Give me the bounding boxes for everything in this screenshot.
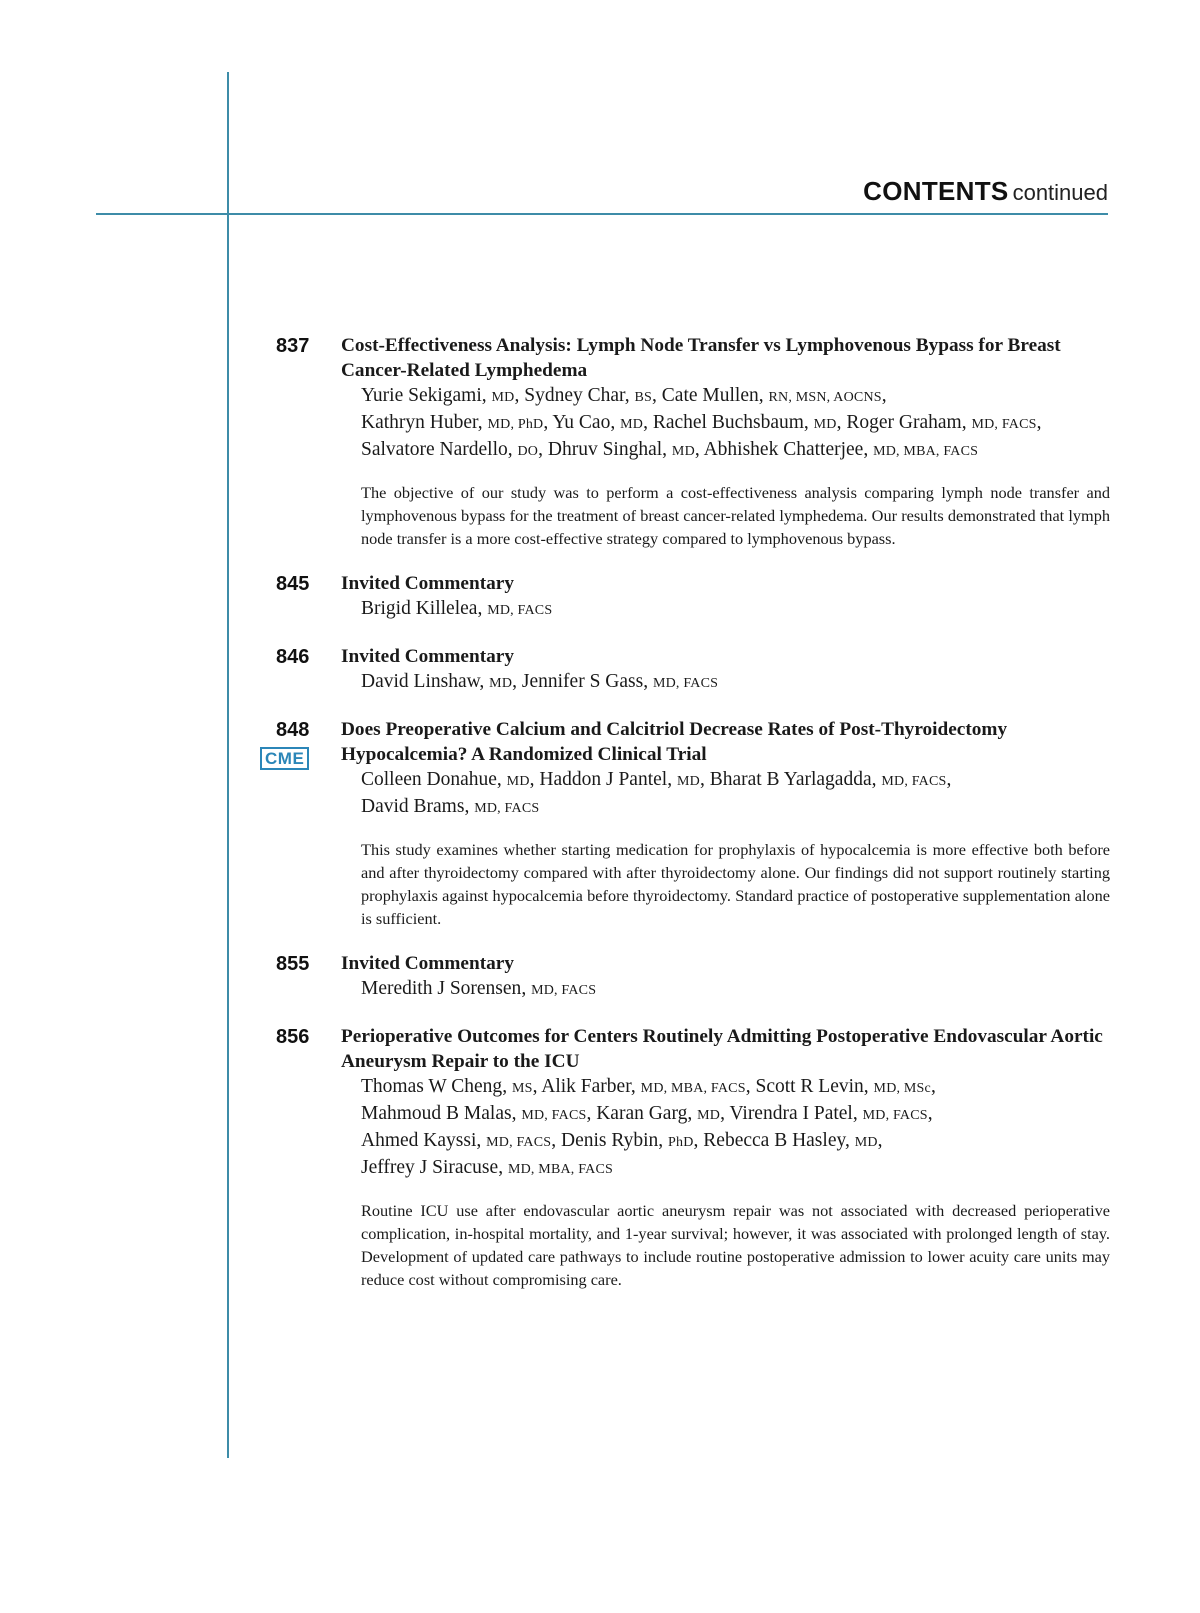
page-number: 845 [276, 573, 310, 595]
author-degree: MD [676, 774, 700, 789]
article-abstract: Routine ICU use after endovascular aortic aneurysm repair was not associated with decreased perioperative complication, in-hospital mortality, and 1-year survival; however, it was associated with prolonged length of stay. Development of updated care pathways to include routine postoperative admission to lower acuity care units may reduce cost without compromising care. [361, 1201, 1110, 1289]
author-degree: MD [620, 417, 644, 432]
article-title[interactable]: Cost-Effectiveness Analysis: Lymph Node Transfer vs Lymphovenous Bypass for Breast Cancer-Related Lymphedema [341, 335, 1061, 381]
author-degree: MD [671, 444, 695, 459]
toc-entry [240, 1024, 1110, 1291]
article-title[interactable]: Does Preoperative Calcium and Calcitriol Decrease Rates of Post-Thyroidectomy Hypocalcemia? A Randomized Clinical Trial [341, 719, 1008, 765]
page-number: 846 [276, 646, 310, 668]
author-name: Dhruv Singhal [547, 439, 663, 460]
author-degree: MD, FACS [971, 417, 1037, 432]
author-degree: MD, MBA, FACS [507, 1162, 613, 1177]
page-number: 856 [276, 1026, 310, 1048]
author-list: Yurie Sekigami, MD, Sydney Char, BS, Cate Mullen, RN, MSN, AOCNS, Kathryn Huber, MD, PhD, Yu Cao, MD, Rachel Buchsbaum, MD, Roger Graham, MD, FACS, Salvatore Nardello, DO, Dhruv Singhal, MD, Abhishek Chatterjee, MD, MBA, FACS [361, 385, 1042, 460]
author-name: Jennifer S Gass [521, 671, 644, 692]
author-name: Mahmoud B Malas [361, 1103, 512, 1124]
author-degree: MS [511, 1081, 533, 1096]
author-name: Roger Graham [846, 412, 962, 433]
author-list: Thomas W Cheng, MS, Alik Farber, MD, MBA, FACS, Scott R Levin, MD, MSc, Mahmoud B Malas, MD, FACS, Karan Garg, MD, Virendra I Patel, MD, FACS, Ahmed Kayssi, MD, FACS, Denis Rybin, PhD, Rebecca B Hasley, MD, Jeffrey J Siracuse, MD, MBA, FACS [361, 1076, 936, 1178]
author-name: Yurie Sekigami [361, 385, 482, 406]
cme-badge: CME [260, 747, 309, 770]
author-degree: MD [506, 774, 530, 789]
author-degree: MD [697, 1108, 721, 1123]
author-degree: MD [854, 1135, 878, 1150]
horizontal-rule [96, 213, 1108, 215]
page-header [863, 176, 1108, 207]
author-degree: MD [491, 390, 515, 405]
author-degree: MD, PhD [487, 417, 544, 432]
author-degree: MD [813, 417, 837, 432]
header-title: CONTENTS [863, 176, 1009, 206]
author-degree: DO [517, 444, 539, 459]
author-name: Cate Mullen [661, 385, 759, 406]
page-number: 848 [276, 719, 310, 741]
toc-entry [240, 951, 1110, 1003]
article-title[interactable]: Perioperative Outcomes for Centers Routinely Admitting Postoperative Endovascular Aortic Aneurysm Repair to the ICU [341, 1026, 1103, 1072]
author-degree: MD, MBA, FACS [873, 444, 979, 459]
author-name: David Brams [361, 796, 465, 817]
article-title[interactable]: Invited Commentary [341, 573, 514, 594]
author-name: Haddon J Pantel [539, 769, 668, 790]
toc-entry [240, 333, 1110, 550]
author-name: Virendra I Patel [729, 1103, 853, 1124]
author-name: Ahmed Kayssi [361, 1130, 477, 1151]
author-name: Yu Cao [552, 412, 611, 433]
author-degree: MD, MSc [873, 1081, 931, 1096]
author-name: Colleen Donahue [361, 769, 497, 790]
toc-entry [240, 644, 1110, 696]
author-degree: MD, FACS [474, 801, 540, 816]
author-degree: BS [634, 390, 653, 405]
author-name: Bharat B Yarlagadda [709, 769, 872, 790]
author-list: Brigid Killelea, MD, FACS [361, 598, 553, 619]
author-name: Denis Rybin [561, 1130, 659, 1151]
author-name: Brigid Killelea [361, 598, 478, 619]
author-name: David Linshaw [361, 671, 480, 692]
author-degree: MD, FACS [531, 983, 597, 998]
table-of-contents [240, 333, 1110, 1312]
author-degree: PhD [668, 1135, 694, 1150]
author-list: David Linshaw, MD, Jennifer S Gass, MD, FACS [361, 671, 719, 692]
author-degree: MD, FACS [487, 603, 553, 618]
article-abstract: The objective of our study was to perform a cost-effectiveness analysis comparing lymph node transfer and lymphovenous bypass for the treatment of breast cancer-related lymphedema. Our results demonstrated that lymph node transfer is a more cost-effective strategy compared to lymphovenous bypass. [361, 483, 1110, 548]
author-list: Colleen Donahue, MD, Haddon J Pantel, MD, Bharat B Yarlagadda, MD, FACS, David Brams, MD, FACS [361, 769, 952, 817]
author-degree: MD, FACS [881, 774, 947, 789]
author-name: Rachel Buchsbaum [652, 412, 804, 433]
author-degree: MD, FACS [652, 676, 719, 691]
author-name: Kathryn Huber [361, 412, 478, 433]
author-degree: MD [489, 676, 513, 691]
author-name: Sydney Char [524, 385, 625, 406]
author-name: Alik Farber [541, 1076, 631, 1097]
author-name: Rebecca B Hasley [703, 1130, 845, 1151]
author-name: Thomas W Cheng [361, 1076, 503, 1097]
author-name: Jeffrey J Siracuse [361, 1157, 499, 1178]
author-degree: MD, MBA, FACS [640, 1081, 746, 1096]
author-degree: MD, FACS [521, 1108, 587, 1123]
author-name: Abhishek Chatterjee [703, 439, 864, 460]
header-subtitle: continued [1012, 180, 1108, 205]
author-name: Salvatore Nardello [361, 439, 508, 460]
page-number: 837 [276, 335, 310, 357]
author-degree: MD, FACS [862, 1108, 928, 1123]
author-list: Meredith J Sorensen, MD, FACS [361, 978, 597, 999]
author-name: Scott R Levin [755, 1076, 864, 1097]
article-title[interactable]: Invited Commentary [341, 953, 514, 974]
page-number: 855 [276, 953, 310, 975]
toc-entry [240, 571, 1110, 623]
author-name: Karan Garg [596, 1103, 688, 1124]
article-title[interactable]: Invited Commentary [341, 646, 514, 667]
vertical-rule [227, 72, 229, 1458]
article-abstract: This study examines whether starting medication for prophylaxis of hypocalcemia is more effective both before and after thyroidectomy compared with after thyroidectomy alone. Our findings did not support routinely starting prophylaxis against hypocalcemia before thyroidectomy. Standard practice of postoperative supplementation alone is sufficient. [361, 840, 1110, 928]
author-degree: RN, MSN, AOCNS [768, 390, 882, 405]
toc-entry [240, 717, 1110, 930]
author-name: Meredith J Sorensen [361, 978, 522, 999]
author-degree: MD, FACS [486, 1135, 552, 1150]
